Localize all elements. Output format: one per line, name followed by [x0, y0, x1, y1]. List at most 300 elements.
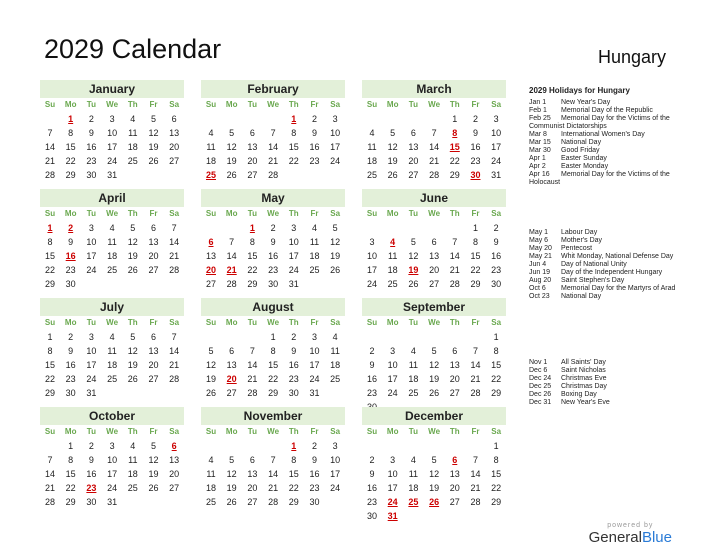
day-cell: 12	[429, 469, 440, 479]
weekday-label: Th	[127, 100, 138, 109]
day-cell: 25	[127, 156, 138, 166]
day-cell: 14	[429, 142, 440, 152]
day-cell: 31	[86, 388, 97, 398]
week-row	[362, 221, 506, 235]
day-cell: 2	[88, 114, 94, 124]
holiday-name: International Women's Day	[561, 131, 645, 138]
day-cell: 17	[107, 469, 118, 479]
day-cell: 6	[452, 346, 458, 356]
holiday-date: Jun 19	[529, 269, 551, 276]
day-cell: 9	[270, 237, 276, 247]
day-cell: 21	[449, 265, 460, 275]
day-cell: 23	[268, 265, 279, 275]
holiday-day: 1	[68, 114, 74, 124]
day-cell: 12	[127, 346, 138, 356]
holiday-date: May 6	[529, 237, 549, 244]
day-cell: 21	[169, 360, 180, 370]
day-cell: 6	[150, 223, 156, 233]
day-cell: 26	[148, 156, 159, 166]
weekday-label: Fr	[149, 100, 158, 109]
day-cell: 15	[491, 360, 502, 370]
day-cell: 12	[148, 455, 159, 465]
month-november	[201, 407, 345, 509]
weekday-label: Th	[288, 318, 299, 327]
month-june	[362, 189, 506, 291]
day-cell: 16	[268, 251, 279, 261]
holiday-date: Aug 20	[529, 277, 552, 284]
holiday-group	[529, 99, 679, 187]
holiday-day: 1	[249, 223, 255, 233]
holiday-item	[529, 171, 679, 187]
day-cell: 19	[148, 142, 159, 152]
day-cell: 19	[226, 156, 237, 166]
day-cell: 28	[169, 374, 180, 384]
day-cell: 19	[205, 374, 216, 384]
holiday-name: Whit Monday, National Defense Day	[561, 253, 674, 260]
holiday-item	[529, 359, 679, 367]
weekday-label: We	[267, 209, 280, 218]
month-october	[40, 407, 184, 509]
day-cell: 6	[171, 114, 177, 124]
day-cell: 27	[449, 388, 460, 398]
day-cell: 22	[44, 374, 55, 384]
day-cell: 12	[408, 251, 419, 261]
day-cell: 13	[148, 346, 159, 356]
weekday-label: Mo	[225, 209, 238, 218]
day-cell: 3	[291, 223, 297, 233]
day-cell: 2	[311, 114, 317, 124]
day-cell: 12	[429, 360, 440, 370]
day-cell: 9	[369, 360, 375, 370]
holiday-item	[529, 293, 679, 301]
month-july	[40, 298, 184, 400]
country-label: Hungary	[597, 47, 666, 67]
holiday-item	[529, 131, 679, 139]
weekday-header	[40, 425, 184, 439]
weekday-label: Th	[288, 100, 299, 109]
day-cell: 14	[470, 469, 481, 479]
day-cell: 14	[44, 142, 55, 152]
day-cell: 27	[205, 279, 216, 289]
weekday-label: Tu	[247, 427, 257, 436]
day-cell: 29	[268, 388, 279, 398]
weekday-label: Tu	[86, 427, 96, 436]
day-cell: 17	[366, 265, 377, 275]
day-cell: 9	[311, 128, 317, 138]
day-cell: 26	[330, 265, 341, 275]
weekday-label: Fr	[149, 318, 158, 327]
footer-logo[interactable]	[589, 522, 672, 546]
day-cell: 10	[330, 455, 341, 465]
day-cell: 23	[86, 156, 97, 166]
day-cell: 4	[410, 455, 416, 465]
day-cell: 19	[127, 360, 138, 370]
holiday-item	[529, 399, 679, 407]
weekday-label: Fr	[310, 318, 319, 327]
day-cell: 13	[449, 360, 460, 370]
day-cell: 29	[65, 170, 76, 180]
day-cell: 21	[429, 156, 440, 166]
month-name: September	[362, 298, 506, 316]
holiday-date: Dec 24	[529, 375, 552, 382]
weekday-header	[40, 98, 184, 112]
day-cell: 7	[270, 455, 276, 465]
day-cell: 16	[65, 360, 76, 370]
weekday-header	[362, 98, 506, 112]
week-row	[201, 344, 345, 358]
day-cell: 24	[86, 265, 97, 275]
day-cell: 8	[47, 237, 53, 247]
day-cell: 31	[107, 497, 118, 507]
day-cell: 8	[472, 237, 478, 247]
weekday-label: Mo	[386, 209, 399, 218]
week-row	[362, 439, 506, 453]
day-cell: 22	[65, 156, 76, 166]
day-cell: 7	[472, 346, 478, 356]
weekday-label: Su	[44, 427, 56, 436]
weekday-header	[201, 98, 345, 112]
day-cell: 21	[247, 374, 258, 384]
holiday-day: 31	[387, 511, 398, 521]
holiday-date: Feb 1	[529, 107, 547, 114]
day-cell: 18	[309, 251, 320, 261]
day-cell: 22	[247, 265, 258, 275]
weekday-label: Fr	[310, 427, 319, 436]
day-cell: 1	[493, 332, 499, 342]
holiday-day: 6	[452, 455, 458, 465]
holiday-name: Memorial Day of the Republic	[561, 107, 653, 114]
day-cell: 23	[470, 156, 481, 166]
weekday-header	[362, 425, 506, 439]
weekday-label: Mo	[225, 100, 238, 109]
day-cell: 26	[387, 170, 398, 180]
weekday-label: Sa	[169, 209, 180, 218]
day-cell: 20	[247, 483, 258, 493]
day-cell: 15	[65, 469, 76, 479]
day-cell: 5	[410, 237, 416, 247]
weekday-label: We	[267, 318, 280, 327]
day-cell: 20	[429, 265, 440, 275]
week-row	[362, 467, 506, 481]
weekday-label: Su	[366, 209, 378, 218]
day-cell: 18	[127, 469, 138, 479]
week-row	[201, 263, 345, 277]
week-row	[362, 386, 506, 400]
day-cell: 27	[449, 497, 460, 507]
day-cell: 18	[408, 374, 419, 384]
holiday-item	[529, 367, 679, 375]
holiday-item	[529, 285, 679, 293]
day-cell: 30	[65, 279, 76, 289]
holiday-date: Mar 8	[529, 131, 547, 138]
week-row	[362, 509, 506, 523]
holiday-date: Jun 4	[529, 261, 547, 268]
holiday-day: 19	[408, 265, 419, 275]
day-cell: 5	[431, 455, 437, 465]
day-cell: 11	[408, 360, 419, 370]
day-cell: 21	[169, 251, 180, 261]
month-september	[362, 298, 506, 414]
day-cell: 18	[205, 483, 216, 493]
day-cell: 21	[268, 156, 279, 166]
week-row	[40, 154, 184, 168]
weekday-label: Fr	[471, 318, 480, 327]
day-cell: 8	[68, 128, 74, 138]
day-cell: 6	[150, 332, 156, 342]
day-cell: 4	[410, 346, 416, 356]
weekday-label: Sa	[330, 100, 341, 109]
weekday-label: Sa	[330, 427, 341, 436]
day-cell: 25	[387, 279, 398, 289]
week-row	[362, 249, 506, 263]
week-row	[40, 277, 184, 291]
holiday-date: Mar 15	[529, 139, 551, 146]
week-row	[40, 481, 184, 495]
day-cell: 11	[206, 142, 216, 152]
day-cell: 6	[229, 346, 235, 356]
holiday-group	[529, 229, 679, 301]
holiday-item	[529, 269, 679, 277]
day-cell: 29	[470, 279, 481, 289]
weekday-label: We	[428, 318, 441, 327]
month-name: February	[201, 80, 345, 98]
day-cell: 8	[291, 455, 297, 465]
day-cell: 26	[408, 279, 419, 289]
weekday-label: Fr	[310, 100, 319, 109]
day-cell: 17	[387, 374, 398, 384]
day-cell: 9	[68, 346, 74, 356]
day-cell: 3	[390, 346, 396, 356]
day-cell: 30	[86, 497, 97, 507]
day-cell: 4	[369, 128, 375, 138]
weekday-label: Mo	[225, 318, 238, 327]
day-cell: 7	[472, 455, 478, 465]
weekday-label: Th	[127, 209, 138, 218]
weekday-label: Sa	[491, 427, 502, 436]
day-cell: 24	[491, 156, 502, 166]
day-cell: 17	[330, 142, 341, 152]
holiday-day: 16	[65, 251, 76, 261]
holiday-item	[529, 261, 679, 269]
day-cell: 8	[68, 455, 74, 465]
week-row	[40, 344, 184, 358]
day-cell: 23	[366, 388, 377, 398]
day-cell: 1	[68, 441, 74, 451]
week-row	[362, 372, 506, 386]
day-cell: 11	[330, 346, 340, 356]
day-cell: 26	[205, 388, 216, 398]
day-cell: 16	[309, 142, 320, 152]
day-cell: 13	[226, 360, 237, 370]
day-cell: 9	[68, 237, 74, 247]
day-cell: 21	[44, 483, 55, 493]
day-cell: 19	[387, 156, 398, 166]
day-cell: 15	[491, 469, 502, 479]
holiday-item	[529, 253, 679, 261]
weekday-label: Su	[44, 318, 56, 327]
day-cell: 16	[86, 142, 97, 152]
day-cell: 30	[366, 511, 377, 521]
day-cell: 17	[107, 142, 118, 152]
day-cell: 28	[44, 170, 55, 180]
day-cell: 30	[86, 170, 97, 180]
week-row	[201, 249, 345, 263]
holiday-name: All Saints' Day	[561, 359, 606, 366]
day-cell: 9	[369, 469, 375, 479]
holiday-date: Nov 1	[529, 359, 548, 366]
day-cell: 15	[44, 360, 55, 370]
week-row	[362, 453, 506, 467]
day-cell: 25	[309, 265, 320, 275]
week-row	[40, 249, 184, 263]
day-cell: 7	[270, 128, 276, 138]
week-row	[40, 358, 184, 372]
day-cell: 4	[130, 441, 136, 451]
day-cell: 28	[470, 388, 481, 398]
holiday-day: 20	[226, 374, 237, 384]
day-cell: 22	[449, 156, 460, 166]
day-cell: 15	[288, 469, 299, 479]
day-cell: 11	[128, 455, 138, 465]
day-cell: 24	[86, 374, 97, 384]
day-cell: 2	[369, 455, 375, 465]
day-cell: 22	[470, 265, 481, 275]
day-cell: 9	[311, 455, 317, 465]
week-row	[40, 221, 184, 235]
day-cell: 3	[88, 223, 94, 233]
month-name: August	[201, 298, 345, 316]
weekday-header	[40, 316, 184, 330]
week-row	[362, 481, 506, 495]
day-cell: 3	[311, 332, 317, 342]
day-cell: 30	[288, 388, 299, 398]
day-cell: 10	[330, 128, 341, 138]
weekday-label: Fr	[149, 209, 158, 218]
day-cell: 20	[449, 374, 460, 384]
holiday-name: Day of the Independent Hungary	[561, 269, 663, 276]
month-name: June	[362, 189, 506, 207]
day-cell: 27	[247, 170, 258, 180]
day-cell: 29	[247, 279, 258, 289]
day-cell: 20	[169, 142, 180, 152]
day-cell: 26	[226, 497, 237, 507]
holiday-item	[529, 245, 679, 253]
week-row	[40, 140, 184, 154]
weekday-label: Su	[44, 209, 56, 218]
day-cell: 13	[408, 142, 419, 152]
weekday-header	[362, 207, 506, 221]
day-cell: 15	[288, 142, 299, 152]
day-cell: 14	[169, 346, 180, 356]
holiday-name: Day of National Unity	[561, 261, 627, 268]
holiday-item	[529, 277, 679, 285]
weekday-label: Fr	[471, 209, 480, 218]
holiday-name: Saint Stephen's Day	[561, 277, 625, 284]
holiday-name: Saint Nicholas	[561, 367, 606, 374]
day-cell: 1	[493, 441, 499, 451]
holiday-item	[529, 139, 679, 147]
holiday-date: May 1	[529, 229, 549, 236]
day-cell: 17	[309, 360, 320, 370]
day-cell: 18	[366, 156, 377, 166]
week-row	[40, 386, 184, 400]
day-cell: 23	[309, 483, 320, 493]
day-cell: 23	[288, 374, 299, 384]
holiday-name: Labour Day	[561, 229, 598, 236]
day-cell: 29	[449, 170, 460, 180]
weekday-label: Su	[366, 318, 378, 327]
day-cell: 11	[309, 237, 320, 247]
day-cell: 14	[449, 251, 460, 261]
holiday-date: Mar 30	[529, 147, 551, 154]
day-cell: 10	[86, 237, 97, 247]
weekday-header	[201, 316, 345, 330]
day-cell: 25	[205, 497, 216, 507]
day-cell: 18	[107, 360, 118, 370]
day-cell: 5	[150, 114, 156, 124]
day-cell: 9	[291, 346, 297, 356]
month-name: July	[40, 298, 184, 316]
weekday-label: We	[106, 427, 119, 436]
week-row	[362, 330, 506, 344]
day-cell: 17	[86, 251, 97, 261]
day-cell: 12	[148, 128, 159, 138]
week-row	[201, 453, 345, 467]
month-march	[362, 80, 506, 182]
week-row	[362, 112, 506, 126]
holiday-name: Easter Sunday	[561, 155, 607, 162]
day-cell: 11	[128, 128, 138, 138]
day-cell: 25	[408, 388, 419, 398]
day-cell: 26	[127, 265, 138, 275]
day-cell: 3	[332, 441, 338, 451]
day-cell: 31	[107, 170, 118, 180]
weekday-label: Su	[44, 100, 56, 109]
month-january	[40, 80, 184, 182]
day-cell: 11	[107, 346, 117, 356]
day-cell: 10	[491, 128, 502, 138]
day-cell: 11	[367, 142, 377, 152]
holiday-list	[529, 86, 679, 406]
day-cell: 19	[226, 483, 237, 493]
weekday-label: Mo	[64, 209, 77, 218]
day-cell: 22	[288, 156, 299, 166]
day-cell: 3	[493, 114, 499, 124]
day-cell: 30	[491, 279, 502, 289]
weekday-label: Tu	[86, 209, 96, 218]
holiday-name: New Year's Eve	[561, 399, 610, 406]
weekday-label: Mo	[225, 427, 238, 436]
week-row	[362, 344, 506, 358]
week-row	[201, 495, 345, 509]
day-cell: 22	[268, 374, 279, 384]
weekday-label: Fr	[149, 427, 158, 436]
holiday-name: Mother's Day	[561, 237, 603, 244]
holiday-day: 1	[291, 441, 297, 451]
day-cell: 4	[208, 128, 214, 138]
day-cell: 24	[107, 483, 118, 493]
weekday-label: Su	[205, 209, 217, 218]
weekday-label: Tu	[247, 100, 257, 109]
weekday-label: We	[428, 209, 441, 218]
weekday-label: Th	[288, 427, 299, 436]
week-row	[40, 330, 184, 344]
day-cell: 5	[431, 346, 437, 356]
week-row	[201, 221, 345, 235]
holiday-name: National Day	[561, 139, 602, 146]
day-cell: 6	[410, 128, 416, 138]
day-cell: 27	[148, 374, 159, 384]
